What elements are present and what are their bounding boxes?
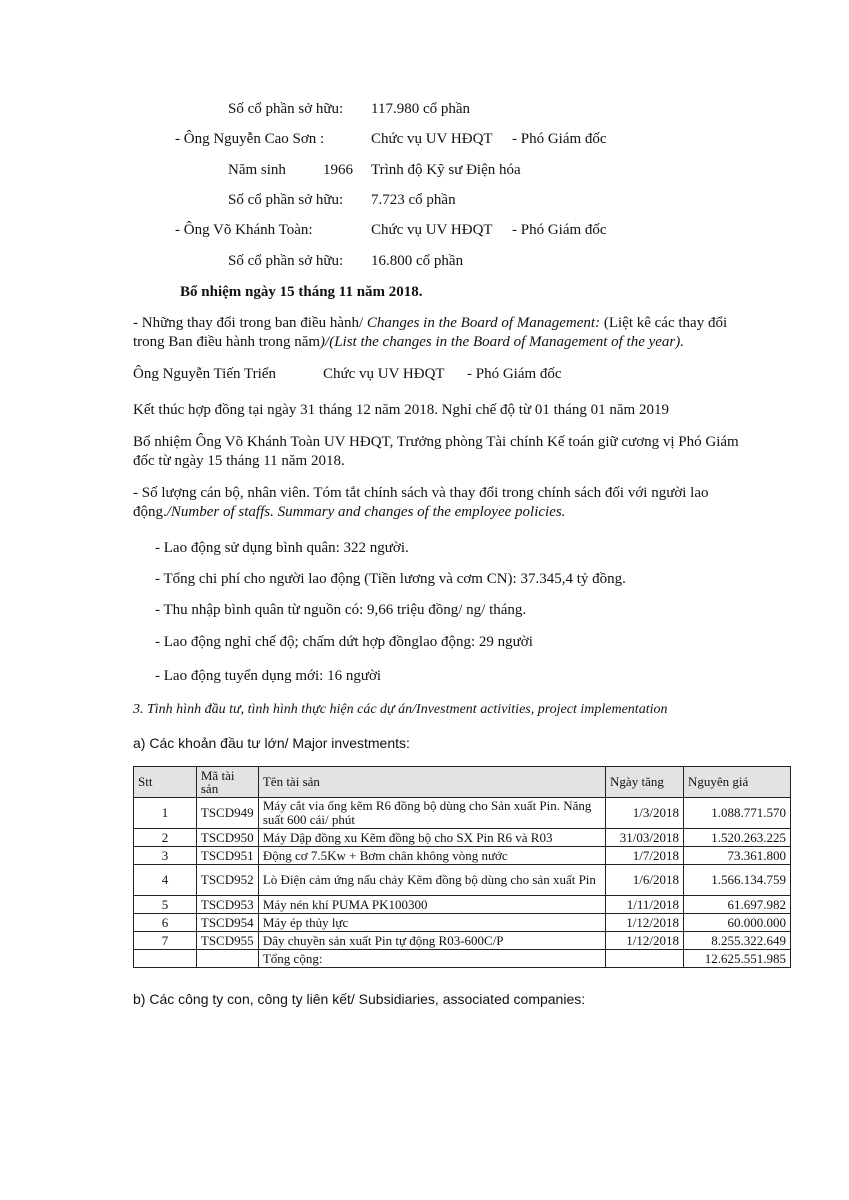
cell-code: TSCD954 xyxy=(196,914,258,932)
staff-heading-text-a: động. xyxy=(133,504,167,520)
member-name-2: - Ông Nguyễn Cao Sơn : xyxy=(175,131,325,147)
management-changes-text-b: Changes in the Board of Management: xyxy=(366,315,601,331)
table-header-row xyxy=(134,767,791,798)
cell-code: TSCD950 xyxy=(196,829,258,847)
appointment-text-line2: đốc từ ngày 15 tháng 11 năm 2018. xyxy=(133,453,345,469)
cell-name: Máy nén khí PUMA PK100300 xyxy=(258,896,605,914)
birth-label: Năm sinh xyxy=(228,162,286,178)
cell-stt: 7 xyxy=(134,932,197,950)
cell-date: 1/3/2018 xyxy=(606,798,684,829)
subsidiaries-heading: b) Các công ty con, công ty liên kết/ Subsidiaries, associated companies: xyxy=(133,991,586,1007)
staff-item: - Tổng chi phí cho người lao động (Tiền lương và cơm CN): 37.345,4 tỷ đồng. xyxy=(155,571,626,587)
staff-heading-line2 xyxy=(133,504,565,521)
management-changes-text-c: (Liệt kê các thay đổi xyxy=(600,315,728,331)
cell-code: TSCD953 xyxy=(196,896,258,914)
investments-table xyxy=(133,766,791,968)
change-person: Ông Nguyễn Tiến Triển xyxy=(133,366,276,382)
cell-value: 1.520.263.225 xyxy=(684,829,791,847)
staff-item: - Thu nhập bình quân từ nguồn có: 9,66 triệu đồng/ ng/ tháng. xyxy=(155,602,527,618)
staff-item: - Lao động nghỉ chế độ; chấm dứt hợp đồnglao động: 29 người xyxy=(155,634,533,650)
cell-value: 61.697.982 xyxy=(684,896,791,914)
member-position-3: Chức vụ UV HĐQT xyxy=(371,222,493,238)
cell-date: 1/6/2018 xyxy=(606,865,684,896)
shares-label-3: Số cổ phần sở hữu: xyxy=(228,253,344,269)
cell-stt: 6 xyxy=(134,914,197,932)
cell-stt: 1 xyxy=(134,798,197,829)
cell-date: 1/11/2018 xyxy=(606,896,684,914)
shares-value-3: 16.800 cổ phần xyxy=(371,253,464,269)
appointment-text-line1: Bổ nhiệm Ông Võ Khánh Toàn UV HĐQT, Trưởng phòng Tài chính Kế toán giữ cương vị Phó Giám xyxy=(133,434,739,450)
cell-code: TSCD949 xyxy=(196,798,258,829)
staff-item: - Lao động tuyển dụng mới: 16 người xyxy=(155,668,382,684)
investment-heading: 3. Tình hình đầu tư, tình hình thực hiện các dự án/Investment activities, project implementation xyxy=(133,702,668,717)
appointment-date: Bổ nhiệm ngày 15 tháng 11 năm 2018. xyxy=(180,284,423,300)
cell-value: 8.255.322.649 xyxy=(684,932,791,950)
col-header-date: Ngày tăng xyxy=(606,767,684,798)
management-changes-text-d: trong Ban điều hành trong năm xyxy=(133,334,321,350)
education: Trình độ Kỹ sư Điện hóa xyxy=(371,162,521,178)
total-label: Tổng cộng: xyxy=(258,950,605,968)
management-changes-text-a: - Những thay đổi trong ban điều hành/ xyxy=(133,315,367,331)
member-role-3: - Phó Giám đốc xyxy=(512,222,607,238)
total-value: 12.625.551.985 xyxy=(684,950,791,968)
table-row xyxy=(134,896,791,914)
col-header-stt: Stt xyxy=(134,767,197,798)
table-row xyxy=(134,847,791,865)
cell-name: Máy Dập đồng xu Kẽm đồng bộ cho SX Pin R6 và R03 xyxy=(258,829,605,847)
cell-name: Lò Điện cảm ứng nấu chảy Kẽm đồng bộ dùng cho sản xuất Pin xyxy=(258,865,605,896)
cell-date: 1/7/2018 xyxy=(606,847,684,865)
management-changes-line2 xyxy=(133,334,684,351)
cell-value: 1.088.771.570 xyxy=(684,798,791,829)
contract-end-text: Kết thúc hợp đồng tại ngày 31 tháng 12 năm 2018. Nghỉ chế độ từ 01 tháng 01 năm 2019 xyxy=(133,402,669,418)
cell-name: Động cơ 7.5Kw + Bơm chân không vòng nước xyxy=(258,847,605,865)
change-position: Chức vụ UV HĐQT xyxy=(323,366,445,382)
member-position-2: Chức vụ UV HĐQT xyxy=(371,131,493,147)
table-row xyxy=(134,865,791,896)
staff-heading-line1: - Số lượng cán bộ, nhân viên. Tóm tắt chính sách và thay đổi trong chính sách đối với người lao xyxy=(133,485,709,501)
cell-code: TSCD955 xyxy=(196,932,258,950)
cell-value: 73.361.800 xyxy=(684,847,791,865)
table-row xyxy=(134,914,791,932)
cell-value: 1.566.134.759 xyxy=(684,865,791,896)
cell-name: Máy cắt via ống kẽm R6 đồng bộ dùng cho Sản xuất Pin. Năng suất 600 cái/ phút xyxy=(258,798,605,829)
member-name-3: - Ông Võ Khánh Toàn: xyxy=(175,222,313,238)
cell-date: 1/12/2018 xyxy=(606,932,684,950)
staff-item: - Lao động sử dụng bình quân: 322 người. xyxy=(155,540,409,556)
member-role-2: - Phó Giám đốc xyxy=(512,131,607,147)
major-investments-heading: a) Các khoản đầu tư lớn/ Major investments: xyxy=(133,735,410,751)
staff-heading-text-b: /Number of staffs. Summary and changes of the employee policies. xyxy=(166,504,566,520)
table-total-row xyxy=(134,950,791,968)
birth-year: 1966 xyxy=(323,162,353,178)
cell-stt: 5 xyxy=(134,896,197,914)
table-row xyxy=(134,798,791,829)
cell-empty xyxy=(606,950,684,968)
cell-stt: 4 xyxy=(134,865,197,896)
shares-label-1: Số cổ phần sở hữu: xyxy=(228,101,344,117)
col-header-name: Tên tài sản xyxy=(258,767,605,798)
management-changes-line1 xyxy=(133,315,727,332)
change-role: - Phó Giám đốc xyxy=(467,366,562,382)
cell-date: 31/03/2018 xyxy=(606,829,684,847)
shares-value-1: 117.980 cổ phần xyxy=(371,101,471,117)
cell-empty xyxy=(196,950,258,968)
management-changes-text-e: )/(List the changes in the Board of Management of the year). xyxy=(320,334,685,350)
cell-empty xyxy=(134,950,197,968)
col-header-code: Mã tài sản xyxy=(196,767,258,798)
cell-code: TSCD951 xyxy=(196,847,258,865)
cell-stt: 2 xyxy=(134,829,197,847)
shares-value-2: 7.723 cổ phần xyxy=(371,192,456,208)
shares-label-2: Số cổ phần sở hữu: xyxy=(228,192,344,208)
cell-code: TSCD952 xyxy=(196,865,258,896)
cell-name: Máy ép thủy lực xyxy=(258,914,605,932)
table-row xyxy=(134,829,791,847)
cell-stt: 3 xyxy=(134,847,197,865)
col-header-value: Nguyên giá xyxy=(684,767,791,798)
cell-value: 60.000.000 xyxy=(684,914,791,932)
table-row xyxy=(134,932,791,950)
cell-name: Dây chuyền sản xuất Pin tự động R03-600C/P xyxy=(258,932,605,950)
cell-date: 1/12/2018 xyxy=(606,914,684,932)
